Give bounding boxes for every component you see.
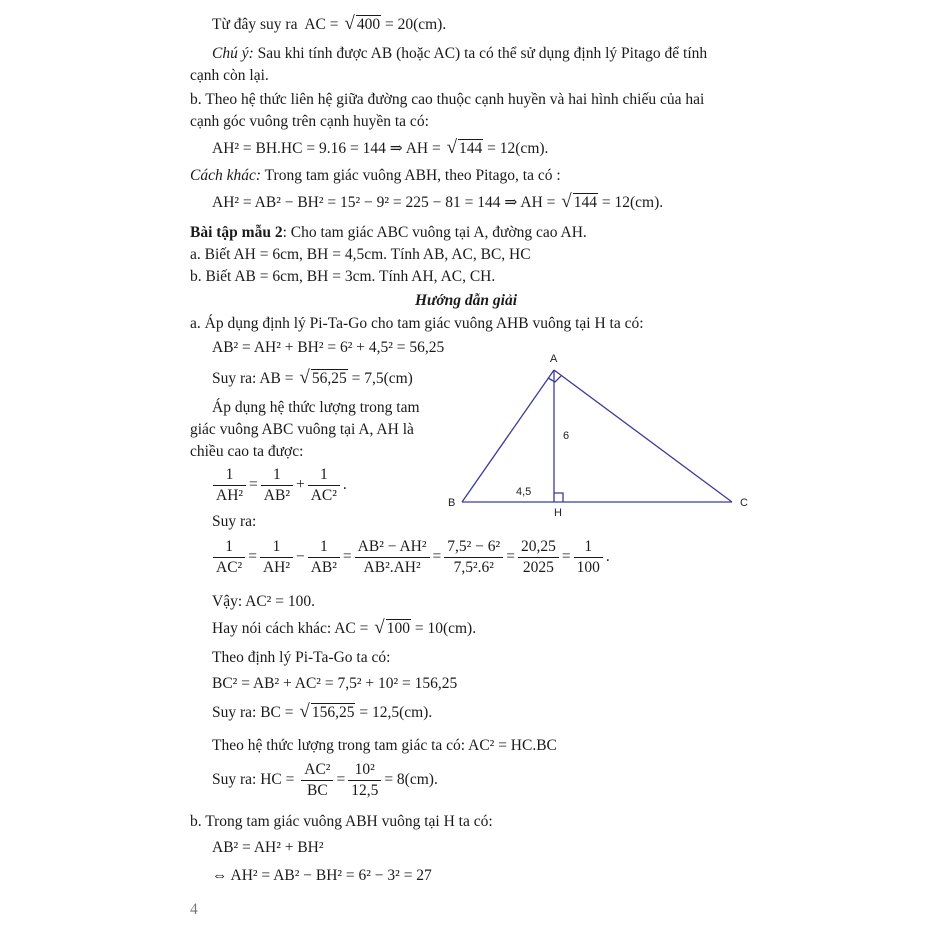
part-b-heading: b. Theo hệ thức liên hệ giữa đường cao thuộc cạnh huyền và hai hình chiếu của hai	[190, 91, 705, 108]
exercise-title	[190, 223, 587, 243]
note-line	[212, 44, 707, 64]
fraction	[308, 537, 340, 578]
exercise-part-b: b. Biết AB = 6cm, BH = 3cm. Tính AH, AC, CH.	[190, 268, 496, 285]
label-h: H	[554, 507, 562, 519]
sqrt-icon: √	[344, 13, 355, 34]
equation-part: = 12,5(cm).	[359, 704, 433, 721]
fraction	[444, 537, 503, 578]
radicand: 400	[356, 16, 381, 33]
denominator: AB²	[261, 485, 293, 506]
numerator: 7,5² − 6²	[447, 538, 501, 555]
paragraph-line: giác vuông ABC vuông tại A, AH là	[190, 421, 414, 438]
equation-reciprocal: $\frac{1}{\text{AH²}}$ = $\frac{1}{\text{AB²}}$ + $\frac{1}{\text{AC²}}$ .	[210, 465, 347, 506]
text-line	[212, 14, 446, 35]
equation-part: Hay nói cách khác: AC =	[212, 620, 369, 637]
equation-part: AC =	[304, 16, 339, 33]
paragraph-line: Theo hệ thức lượng trong tam giác ta có: AC² = HC.BC	[212, 737, 557, 754]
numerator: AB² − AH²	[357, 538, 427, 555]
sqrt-icon: √	[299, 701, 310, 722]
note-text-cont: cạnh còn lại.	[190, 67, 269, 84]
note-label: Chú ý:	[212, 45, 254, 62]
radicand: 56,25	[311, 370, 347, 387]
equation-part: = 20(cm).	[384, 16, 447, 33]
denominator: AB²	[308, 557, 340, 578]
paragraph-line: Áp dụng hệ thức lượng trong tam	[212, 399, 420, 416]
label-b: B	[448, 497, 456, 509]
numerator: 1	[225, 538, 233, 555]
numerator: 1	[273, 466, 281, 483]
numerator: 1	[225, 466, 234, 483]
equation-part: Suy ra: AB =	[212, 370, 294, 387]
denominator: 2025	[518, 557, 559, 578]
equation-hc: Suy ra: HC = $\frac{\text{AC²}}{BC}$ = $\frac{\text{10²}}{12,5}$ = 8(cm).	[212, 761, 438, 799]
equation-part: Suy ra: HC =	[212, 771, 295, 789]
equation-part: Suy ra: BC =	[212, 704, 294, 721]
exercise-text: : Cho tam giác ABC vuông tại A, đường cao AH.	[282, 224, 587, 241]
sqrt-icon: √	[561, 191, 572, 212]
sqrt-icon: √	[299, 367, 310, 388]
denominator: AB².AH²	[355, 557, 430, 578]
numerator: 1	[584, 538, 593, 555]
equation-b1: AB² = AH² + BH²	[212, 839, 324, 856]
radicand: 144	[459, 140, 483, 157]
sqrt-icon: √	[374, 617, 385, 638]
denominator: AH²	[213, 485, 246, 506]
equation-part: = 7,5(cm)	[351, 370, 413, 387]
equation-ah	[212, 138, 548, 159]
numerator: 20,25	[520, 538, 556, 555]
equation-part: = 12(cm).	[601, 194, 664, 211]
side-ac	[554, 370, 732, 502]
equation-part: = 10(cm).	[414, 620, 477, 637]
conclusion-ac2: Vậy: AC² = 100.	[212, 593, 315, 610]
suy-ra-label: Suy ra:	[212, 513, 257, 530]
denominator: AH²	[260, 557, 293, 578]
exercise-label: Bài tập mẫu 2	[190, 224, 283, 241]
numerator: 1	[272, 538, 281, 555]
numerator: 10²	[354, 761, 375, 778]
equation-bc2: BC² = AB² + AC² = 7,5² + 10² = 156,25	[212, 675, 458, 692]
sqrt-icon: √	[446, 137, 458, 158]
solution-heading: Hướng dẫn giải	[415, 292, 518, 309]
denominator: 100	[574, 557, 603, 578]
fraction	[355, 537, 430, 578]
equation-bc	[212, 702, 432, 723]
part-b-heading-cont: cạnh góc vuông trên cạnh huyền ta có:	[190, 113, 429, 130]
equation-b2: ⇔ AH² = AB² − BH² = 6² − 3² = 27	[212, 867, 432, 884]
page-number: 4	[190, 901, 198, 918]
equation-ac	[212, 618, 476, 639]
denominator: AC²	[308, 485, 340, 506]
fraction	[518, 537, 559, 578]
fraction	[213, 465, 246, 506]
exercise-part-a: a. Biết AH = 6cm, BH = 4,5cm. Tính AB, AC, BC, HC	[190, 246, 531, 263]
right-angle-mark-h	[554, 493, 563, 502]
fraction	[213, 537, 245, 578]
label-bh-length: 4,5	[516, 486, 532, 498]
denominator: 12,5	[348, 780, 381, 801]
radicand: 100	[386, 620, 410, 637]
denominator: BC	[301, 780, 333, 801]
fraction	[348, 760, 381, 801]
alt-label: Cách khác:	[190, 167, 262, 184]
numerator: 1	[319, 538, 328, 555]
paragraph-line: chiều cao ta được:	[190, 443, 304, 460]
solution-b-intro: b. Trong tam giác vuông ABH vuông tại H ta có:	[190, 813, 493, 830]
equation-alt	[212, 192, 663, 213]
denominator: AC²	[213, 557, 245, 578]
radicand: 144	[573, 194, 597, 211]
equation-part: = 8(cm).	[384, 771, 438, 789]
numerator: AC²	[304, 761, 331, 778]
alt-text: Trong tam giác vuông ABH, theo Pitago, ta có :	[264, 167, 561, 184]
radicand: 156,25	[311, 704, 355, 721]
denominator: 7,5².6²	[444, 557, 503, 578]
numerator: 1	[319, 466, 328, 483]
alt-line	[190, 166, 561, 186]
label-a: A	[550, 353, 558, 365]
equation-ab2: AB² = AH² + BH² = 6² + 4,5² = 56,25	[212, 339, 445, 356]
fraction	[301, 760, 333, 801]
equation-part: AH² = BH.HC = 9.16 = 144 ⇒ AH =	[212, 140, 441, 157]
equation-ab	[212, 368, 413, 389]
note-text: Sau khi tính được AB (hoặc AC) ta có thể sử dụng định lý Pitago để tính	[257, 45, 708, 62]
paragraph-line: Theo định lý Pi-Ta-Go ta có:	[212, 649, 391, 666]
equation-part: AH² = AB² − BH² = 15² − 9² = 225 − 81 = 144 ⇒ AH =	[212, 194, 556, 211]
side-ab	[462, 370, 554, 502]
fraction	[260, 537, 293, 578]
fraction	[261, 465, 293, 506]
triangle-figure	[446, 348, 756, 523]
equation-ac-reciprocal: $\frac{1}{\text{AC²}}$ = $\frac{1}{\text{AH²}}$ − $\frac{1}{\text{AB²}}$ = $\frac{\text{AB² − AH²}}{\text{AB².AH²}}$ = $\frac{\text{7,5² − 6²}}{\text{7,5².6²}}$ = $\frac{20,25}{2025}$ = $\frac{1}{100}$ .	[210, 537, 610, 578]
equation-part: = 12(cm).	[487, 140, 549, 157]
solution-a-intro: a. Áp dụng định lý Pi-Ta-Go cho tam giác vuông AHB vuông tại H ta có:	[190, 315, 644, 332]
label-ah-length: 6	[563, 430, 570, 442]
fraction	[308, 465, 340, 506]
fraction	[574, 537, 603, 578]
label-c: C	[740, 497, 748, 509]
sentence: Từ đây suy ra	[212, 16, 298, 33]
